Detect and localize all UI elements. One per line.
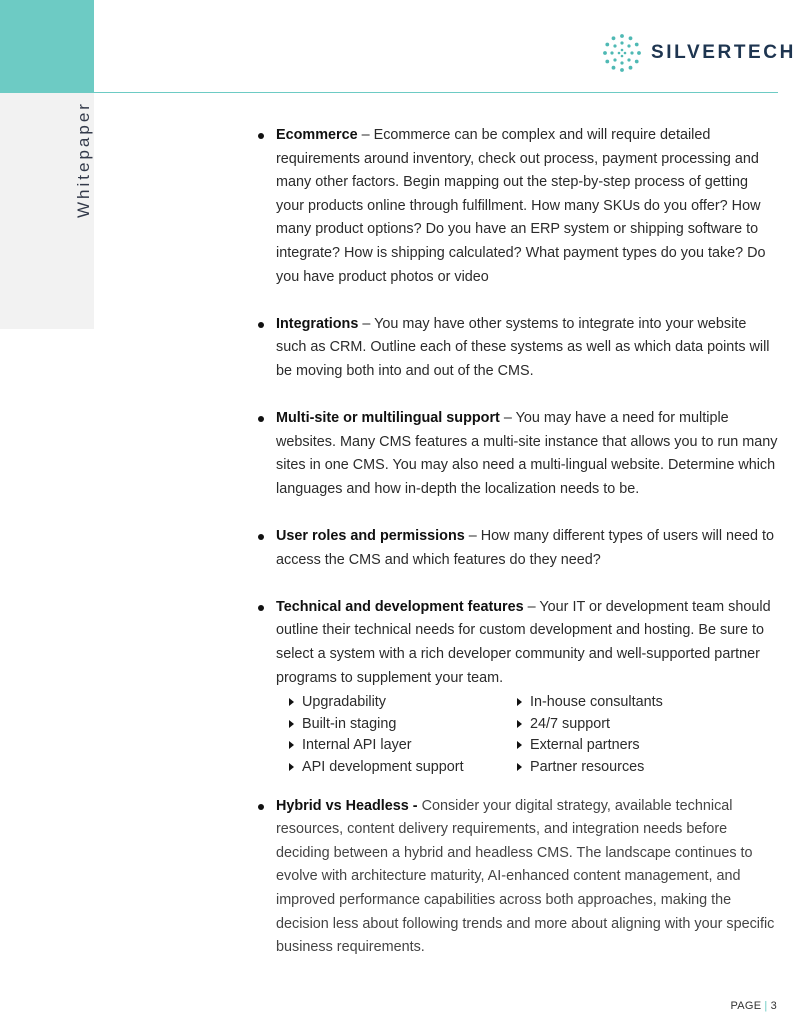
bullet-title: Technical and development features — [276, 598, 524, 615]
sub-list-item: Partner resources — [516, 757, 744, 779]
sub-list-item: Upgradability — [288, 692, 516, 714]
list-item-integrations — [256, 313, 778, 384]
bullet-text: Consider your digital strategy, available technical resources, content delivery requirements, and integration needs before deciding between a hybrid and headless CMS. The landscape continues to evolve with architecture maturity, AI-enhanced content management, and improved performance capabilities across both approaches, making the decision less about following trends and more about aligning with your specific business requirements. — [276, 797, 775, 956]
sub-list-item: Internal API layer — [288, 735, 516, 757]
dotted-circle-logo-icon — [602, 33, 642, 73]
bullet-title: Hybrid vs Headless - — [276, 797, 418, 814]
tech-feature-column-right — [516, 692, 744, 778]
bullet-text: – Ecommerce can be complex and will require detailed requirements around inventory, check out process, payment processing and many other factors. Begin mapping out the step-by-step process of getting your products online through fulfillment. How many SKUs do you offer? How many product options? Do you have an ERP system or shipping software to integrate? How is shipping calculated? What payment types do you take? Do you have product photos or video — [276, 127, 766, 285]
bullet-text: – You may have a need for multiple websites. Many CMS features a multi-site instance that allows you to run many sites in one CMS. You may also need a multi-lingual website. Determine which languages and how in-depth the localization needs to be. — [276, 410, 778, 497]
page-footer — [730, 1000, 777, 1012]
page-number: 3 — [770, 1000, 777, 1012]
sub-list-item: In-house consultants — [516, 692, 744, 714]
bullet-title: Multi-site or multilingual support — [276, 410, 500, 427]
sidebar-label: Whitepaper — [74, 101, 93, 218]
bullet-text: – Your IT or development team should outline their technical needs for custom development and hosting. Be sure to select a system with a rich developer community and well-supported partner programs to supplement your team. — [276, 598, 771, 686]
page-separator: | — [764, 1000, 768, 1012]
bullet-title: Integrations — [276, 315, 359, 332]
list-item-ecommerce — [256, 124, 778, 289]
tech-feature-column-left — [288, 692, 516, 778]
bullet-text: – You may have other systems to integrate into your website such as CRM. Outline each of these systems as well as which data points will be moving both into and out of the CMS. — [276, 315, 770, 379]
list-item-user-roles — [256, 525, 778, 572]
brand-logo — [602, 32, 796, 74]
sub-list-item: 24/7 support — [516, 714, 744, 736]
list-item-hybrid-headless — [256, 795, 778, 960]
list-item-technical — [256, 596, 778, 779]
header-divider — [94, 92, 778, 93]
list-item-multisite — [256, 407, 778, 501]
brand-name: SILVERTECH — [651, 42, 796, 63]
tech-feature-columns — [288, 692, 778, 778]
main-content — [256, 124, 778, 983]
sub-list-item: API development support — [288, 757, 516, 779]
header-accent-block — [0, 0, 94, 93]
sub-list-item: External partners — [516, 735, 744, 757]
page-label: PAGE — [730, 1000, 762, 1012]
bullet-title: User roles and permissions — [276, 528, 465, 545]
sub-list-item: Built-in staging — [288, 714, 516, 736]
bullet-text: – How many different types of users will need to access the CMS and which features do they need? — [276, 528, 775, 568]
bullet-title: Ecommerce — [276, 127, 358, 143]
